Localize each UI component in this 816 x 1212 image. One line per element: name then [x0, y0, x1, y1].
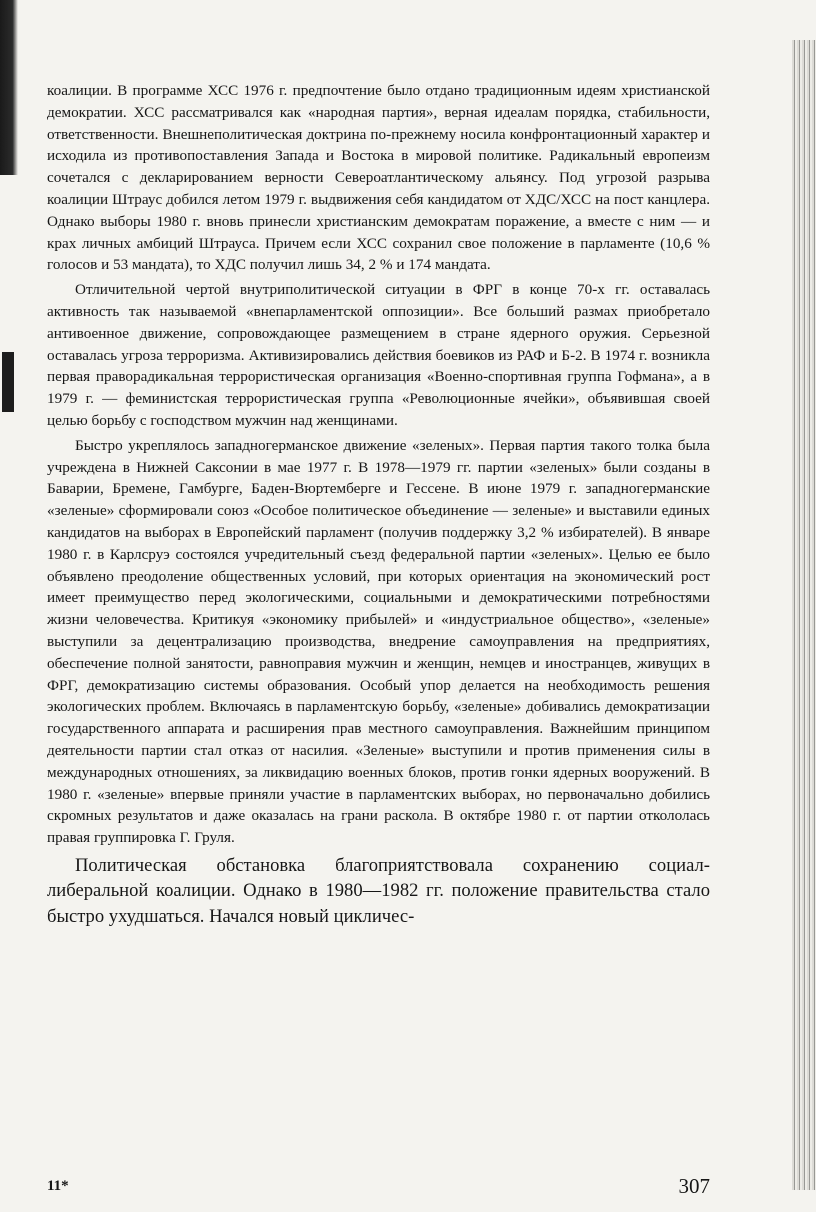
paragraph-2: Отличительной чертой внутриполитической ситуации в ФРГ в конце 70-х гг. оставалась активность так называемой «внепарламентской оппозиции». Все больший размах приобретало антивоенное движение, сопровождающее размещением в стране ядерного оружия. Серьезной оставалась угроза терроризма. Активизировались действия боевиков из РАФ и Б-2. В 1974 г. возникла первая праворадикальная террористическая организация «Военно-спортивная группа Гофмана», а в 1979 г. — феминистская террористическая группа «Революционные ячейки», объявившая своей целью борьбу с господством мужчин над женщинами.	[47, 281, 710, 429]
scan-binding-edge	[792, 40, 816, 1190]
page-footer	[47, 1174, 710, 1202]
printer-signature: 11*	[47, 1178, 69, 1194]
scan-mark-left	[2, 352, 14, 412]
paragraph-1: коалиции. В программе ХСС 1976 г. предпочтение было отдано традиционным идеям христианской демократии. ХСС рассматривался как «народная партия», верная идеалам порядка, стабильности, ответственности. Внешнеполитическая доктрина по-прежнему носила конфронтационный характер и исходила из противопоставления Запада и Востока в мировой политике. Радикальный европеизм сочетался с декларированием верности Североатлантическому альянсу. Под угрозой разрыва коалиции Штраус добился летом 1979 г. выдвижения себя кандидатом от ХДС/ХСС на пост канцлера. Однако выборы 1980 г. вновь принесли христианским демократам поражение, а вместе с ним — и крах личных амбиций Штрауса. Причем если ХСС сохранил свое положение в парламенте (10,6 % голосов и 53 мандата), то ХДС получил лишь 34, 2 % и 174 мандата.	[47, 82, 710, 274]
page-number: 307	[678, 1174, 710, 1198]
paragraph-4: Политическая обстановка благоприятствовала сохранению социал-либеральной коалиции. Однако в 1980—1982 гг. положение правительства стало быстро ухудшаться. Начался новый цикличес-	[47, 854, 710, 928]
page-body	[47, 80, 710, 930]
paragraph-3: Быстро укреплялось западногерманское движение «зеленых». Первая партия такого толка была учреждена в Нижней Саксонии в мае 1977 г. В 1978—1979 гг. партии «зеленых» были созданы в Баварии, Бремене, Гамбурге, Баден-Вюртемберге и Гессене. В июне 1979 г. западногерманские «зеленые» сформировали союз «Особое политическое объединение — зеленые» и выставили единых кандидатов на выборах в Европейский парламент (получив поддержку 3,2 % избирателей). В январе 1980 г. в Карлсруэ состоялся учредительный съезд федеральной партии «зеленых». Целью ее было объявлено преодоление общественных условий, при которых ориентация на экономический рост имеет преимущество перед экологическими, социальными и демократическими потребностями жизни человечества. Критикуя «экономику прибылей» и «индустриальное общество», «зеленые» выступили за децентрализацию производства, внедрение самоуправления на предприятиях, обеспечение полной занятости, равноправия мужчин и женщин, немцев и иностранцев, живущих в ФРГ, демократизацию системы образования. Особый упор делается на необходимость решения экологических проблем. Включаясь в парламентскую борьбу, «зеленые» добивались демократизации государственного аппарата и расширения прав местного самоуправления. Важнейшим принципом деятельности партии стал отказ от насилия. «Зеленые» выступили и против применения силы в международных отношениях, за ликвидацию военных блоков, против гонки ядерных вооружений. В 1980 г. «зеленые» впервые приняли участие в парламентских выборах, но первоначально добились скромных результатов и даже оказалась на грани раскола. В октябре 1980 г. от партии откололась правая группировка Г. Груля.	[47, 436, 710, 847]
scan-shadow-left	[0, 0, 18, 175]
